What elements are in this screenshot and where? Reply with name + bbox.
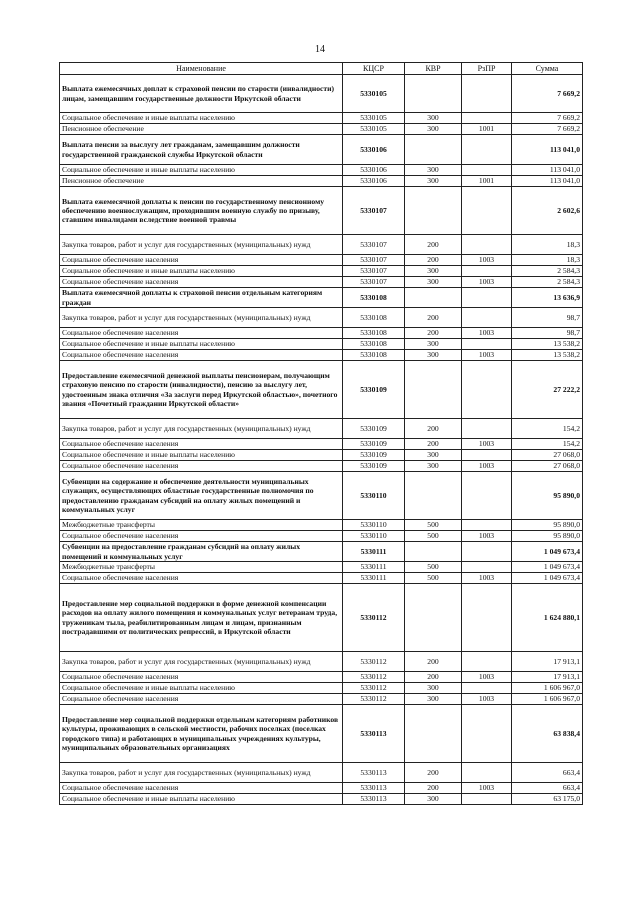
cell-rzpr xyxy=(462,794,512,805)
table-row xyxy=(60,652,583,672)
cell-kvr: 200 xyxy=(405,328,462,339)
cell-sum: 27 068,0 xyxy=(512,461,583,472)
cell-kcsr: 5330106 xyxy=(343,176,405,187)
cell-rzpr xyxy=(462,584,512,652)
cell-name: Закупка товаров, работ и услуг для государственных (муниципальных) нужд xyxy=(60,763,343,783)
table-row xyxy=(60,683,583,694)
cell-rzpr xyxy=(462,450,512,461)
cell-rzpr xyxy=(462,113,512,124)
table-row xyxy=(60,520,583,531)
cell-kcsr: 5330107 xyxy=(343,235,405,255)
cell-rzpr xyxy=(462,683,512,694)
cell-sum: 2 584,3 xyxy=(512,277,583,288)
cell-name: Предоставление ежемесячной денежной выплаты пенсионерам, получающим страховую пенсию по старости (инвалидности), пенсию за выслугу лет, удостоенным знака отличия «За заслуги перед Иркутской областью», почетного звания «Почетный гражданин Иркутской области» xyxy=(60,361,343,419)
cell-sum: 95 890,0 xyxy=(512,520,583,531)
cell-name: Закупка товаров, работ и услуг для государственных (муниципальных) нужд xyxy=(60,652,343,672)
cell-kvr xyxy=(405,361,462,419)
cell-sum: 18,3 xyxy=(512,235,583,255)
cell-rzpr xyxy=(462,472,512,520)
cell-kvr: 200 xyxy=(405,255,462,266)
cell-name: Социальное обеспечение и иные выплаты населению xyxy=(60,683,343,694)
cell-kvr xyxy=(405,75,462,113)
cell-kcsr: 5330112 xyxy=(343,672,405,683)
cell-name: Предоставление мер социальной поддержки отдельным категориям работников культуры, проживающих в сельской местности, рабочих поселках (поселках городского типа) и работающих в муниципальных учреждениях культуры, муниципальных образовательных организациях xyxy=(60,705,343,763)
cell-sum: 95 890,0 xyxy=(512,531,583,542)
cell-sum: 18,3 xyxy=(512,255,583,266)
table-row xyxy=(60,783,583,794)
cell-kcsr: 5330109 xyxy=(343,361,405,419)
cell-kvr: 300 xyxy=(405,124,462,135)
cell-name: Социальное обеспечение и иные выплаты населению xyxy=(60,794,343,805)
cell-sum: 63 838,4 xyxy=(512,705,583,763)
cell-sum: 2 584,3 xyxy=(512,266,583,277)
cell-kcsr: 5330105 xyxy=(343,124,405,135)
cell-kvr: 300 xyxy=(405,683,462,694)
cell-kcsr: 5330107 xyxy=(343,277,405,288)
table-header-row xyxy=(60,63,583,75)
table-row xyxy=(60,450,583,461)
cell-kcsr: 5330113 xyxy=(343,705,405,763)
cell-rzpr: 1003 xyxy=(462,573,512,584)
cell-rzpr: 1003 xyxy=(462,461,512,472)
cell-rzpr: 1003 xyxy=(462,672,512,683)
cell-kcsr: 5330110 xyxy=(343,531,405,542)
cell-kcsr: 5330108 xyxy=(343,328,405,339)
table-row xyxy=(60,672,583,683)
table-row xyxy=(60,266,583,277)
cell-rzpr: 1003 xyxy=(462,277,512,288)
cell-rzpr xyxy=(462,705,512,763)
table-row xyxy=(60,694,583,705)
cell-sum: 7 669,2 xyxy=(512,75,583,113)
cell-sum: 113 041,0 xyxy=(512,135,583,165)
cell-name: Социальное обеспечение населения xyxy=(60,672,343,683)
cell-kcsr: 5330110 xyxy=(343,472,405,520)
cell-kcsr: 5330111 xyxy=(343,542,405,562)
cell-sum: 113 041,0 xyxy=(512,165,583,176)
table-row xyxy=(60,339,583,350)
cell-name: Социальное обеспечение населения xyxy=(60,783,343,794)
table-row xyxy=(60,277,583,288)
cell-kvr: 200 xyxy=(405,763,462,783)
cell-name: Закупка товаров, работ и услуг для государственных (муниципальных) нужд xyxy=(60,235,343,255)
cell-sum: 1 606 967,0 xyxy=(512,694,583,705)
cell-kcsr: 5330109 xyxy=(343,439,405,450)
header-kcsr: КЦСР xyxy=(343,63,405,75)
cell-name: Социальное обеспечение и иные выплаты населению xyxy=(60,113,343,124)
cell-rzpr: 1001 xyxy=(462,176,512,187)
table-row xyxy=(60,176,583,187)
cell-name: Выплата ежемесячной доплаты к страховой пенсии отдельным категориям граждан xyxy=(60,288,343,308)
cell-kvr: 200 xyxy=(405,439,462,450)
cell-sum: 7 669,2 xyxy=(512,124,583,135)
cell-name: Выплата ежемесячной доплаты к пенсии по государственному пенсионному обеспечению военнослужащим, проходившим военную службу по призыву, ставшим инвалидами вследствие военной травмы xyxy=(60,187,343,235)
cell-rzpr xyxy=(462,187,512,235)
cell-sum: 663,4 xyxy=(512,783,583,794)
table-row xyxy=(60,135,583,165)
cell-kcsr: 5330107 xyxy=(343,255,405,266)
cell-kcsr: 5330108 xyxy=(343,308,405,328)
cell-rzpr xyxy=(462,361,512,419)
table-row xyxy=(60,705,583,763)
cell-name: Предоставление мер социальной поддержки в форме денежной компенсации расходов на оплату жилого помещения и коммунальных услуг ветеранам труда, труженикам тыла, реабилитированным лицам и лицам, признанным пострадавшими от политических репрессий, в Иркутской области xyxy=(60,584,343,652)
cell-sum: 98,7 xyxy=(512,308,583,328)
cell-sum: 154,2 xyxy=(512,419,583,439)
cell-sum: 7 669,2 xyxy=(512,113,583,124)
cell-sum: 663,4 xyxy=(512,763,583,783)
cell-sum: 1 049 673,4 xyxy=(512,542,583,562)
cell-kcsr: 5330110 xyxy=(343,520,405,531)
table-row xyxy=(60,75,583,113)
cell-name: Социальное обеспечение населения xyxy=(60,694,343,705)
cell-kvr: 300 xyxy=(405,694,462,705)
cell-kvr: 300 xyxy=(405,450,462,461)
cell-sum: 1 606 967,0 xyxy=(512,683,583,694)
cell-kvr xyxy=(405,542,462,562)
cell-sum: 17 913,1 xyxy=(512,652,583,672)
cell-kcsr: 5330108 xyxy=(343,350,405,361)
table-row xyxy=(60,794,583,805)
table-row xyxy=(60,288,583,308)
cell-kvr: 200 xyxy=(405,672,462,683)
cell-sum: 13 538,2 xyxy=(512,350,583,361)
cell-rzpr: 1003 xyxy=(462,328,512,339)
cell-name: Социальное обеспечение населения xyxy=(60,573,343,584)
cell-name: Социальное обеспечение и иные выплаты населению xyxy=(60,266,343,277)
cell-rzpr xyxy=(462,419,512,439)
header-rzpr: РзПР xyxy=(462,63,512,75)
cell-sum: 1 049 673,4 xyxy=(512,573,583,584)
table-row xyxy=(60,584,583,652)
cell-rzpr: 1003 xyxy=(462,439,512,450)
cell-kvr: 300 xyxy=(405,461,462,472)
cell-name: Социальное обеспечение населения xyxy=(60,328,343,339)
cell-rzpr xyxy=(462,75,512,113)
cell-kvr xyxy=(405,472,462,520)
cell-sum: 2 602,6 xyxy=(512,187,583,235)
cell-name: Выплата пенсии за выслугу лет гражданам, замещавшим должности государственной гражданской службы Иркутской области xyxy=(60,135,343,165)
cell-rzpr xyxy=(462,266,512,277)
table-row xyxy=(60,562,583,573)
cell-kvr: 300 xyxy=(405,165,462,176)
cell-rzpr xyxy=(462,288,512,308)
page-number: 14 xyxy=(315,44,325,55)
cell-kcsr: 5330113 xyxy=(343,783,405,794)
table-row xyxy=(60,461,583,472)
cell-kcsr: 5330112 xyxy=(343,652,405,672)
cell-rzpr: 1003 xyxy=(462,694,512,705)
cell-name: Социальное обеспечение населения xyxy=(60,461,343,472)
cell-sum: 13 636,9 xyxy=(512,288,583,308)
cell-kvr xyxy=(405,288,462,308)
cell-name: Социальное обеспечение населения xyxy=(60,255,343,266)
table-row xyxy=(60,308,583,328)
cell-kvr: 200 xyxy=(405,308,462,328)
cell-sum: 1 624 880,1 xyxy=(512,584,583,652)
table-row xyxy=(60,124,583,135)
cell-kcsr: 5330109 xyxy=(343,450,405,461)
cell-rzpr xyxy=(462,135,512,165)
cell-name: Социальное обеспечение населения xyxy=(60,531,343,542)
header-name: Наименование xyxy=(60,63,343,75)
cell-kvr: 300 xyxy=(405,277,462,288)
cell-kcsr: 5330105 xyxy=(343,75,405,113)
cell-rzpr xyxy=(462,308,512,328)
cell-rzpr: 1001 xyxy=(462,124,512,135)
table-row xyxy=(60,187,583,235)
cell-name: Пенсионное обеспечение xyxy=(60,124,343,135)
cell-kcsr: 5330108 xyxy=(343,339,405,350)
cell-kvr xyxy=(405,584,462,652)
cell-name: Социальное обеспечение населения xyxy=(60,277,343,288)
cell-kcsr: 5330107 xyxy=(343,187,405,235)
cell-sum: 17 913,1 xyxy=(512,672,583,683)
cell-kvr xyxy=(405,187,462,235)
cell-sum: 113 041,0 xyxy=(512,176,583,187)
table-body xyxy=(60,75,583,805)
cell-rzpr: 1003 xyxy=(462,783,512,794)
cell-kcsr: 5330112 xyxy=(343,683,405,694)
cell-name: Социальное обеспечение и иные выплаты населению xyxy=(60,339,343,350)
table-row xyxy=(60,419,583,439)
cell-rzpr xyxy=(462,652,512,672)
cell-kcsr: 5330109 xyxy=(343,461,405,472)
cell-rzpr: 1003 xyxy=(462,255,512,266)
cell-rzpr xyxy=(462,763,512,783)
header-sum: Сумма xyxy=(512,63,583,75)
cell-sum: 13 538,2 xyxy=(512,339,583,350)
cell-kvr: 200 xyxy=(405,235,462,255)
cell-kcsr: 5330109 xyxy=(343,419,405,439)
cell-sum: 95 890,0 xyxy=(512,472,583,520)
cell-kcsr: 5330105 xyxy=(343,113,405,124)
cell-kvr: 500 xyxy=(405,562,462,573)
cell-sum: 27 068,0 xyxy=(512,450,583,461)
cell-name: Субвенции на содержание и обеспечение деятельности муниципальных служащих, осуществляющих областные государственные полномочия по предоставлению гражданам субсидий на оплату жилых помещений и коммунальных услуг xyxy=(60,472,343,520)
cell-rzpr xyxy=(462,235,512,255)
cell-kvr: 200 xyxy=(405,652,462,672)
cell-kvr: 300 xyxy=(405,113,462,124)
cell-kvr: 500 xyxy=(405,573,462,584)
cell-name: Межбюджетные трансферты xyxy=(60,520,343,531)
table-row xyxy=(60,350,583,361)
cell-kvr: 300 xyxy=(405,176,462,187)
cell-sum: 63 175,0 xyxy=(512,794,583,805)
cell-kcsr: 5330108 xyxy=(343,288,405,308)
table-row xyxy=(60,439,583,450)
cell-kcsr: 5330106 xyxy=(343,165,405,176)
table-row xyxy=(60,113,583,124)
table-row xyxy=(60,472,583,520)
table-row xyxy=(60,255,583,266)
cell-kcsr: 5330106 xyxy=(343,135,405,165)
table-row xyxy=(60,361,583,419)
cell-kvr xyxy=(405,135,462,165)
table-row xyxy=(60,328,583,339)
cell-kcsr: 5330113 xyxy=(343,763,405,783)
table-row xyxy=(60,542,583,562)
cell-name: Субвенции на предоставление гражданам субсидий на оплату жилых помещений и коммунальных услуг xyxy=(60,542,343,562)
cell-name: Социальное обеспечение населения xyxy=(60,350,343,361)
cell-rzpr: 1003 xyxy=(462,350,512,361)
table-row xyxy=(60,235,583,255)
cell-rzpr xyxy=(462,520,512,531)
cell-kvr: 300 xyxy=(405,794,462,805)
table-row xyxy=(60,165,583,176)
cell-name: Закупка товаров, работ и услуг для государственных (муниципальных) нужд xyxy=(60,419,343,439)
cell-name: Социальное обеспечение и иные выплаты населению xyxy=(60,165,343,176)
cell-kvr: 500 xyxy=(405,531,462,542)
cell-kvr: 300 xyxy=(405,266,462,277)
cell-sum: 98,7 xyxy=(512,328,583,339)
cell-kvr: 300 xyxy=(405,339,462,350)
cell-kcsr: 5330112 xyxy=(343,584,405,652)
cell-name: Пенсионное обеспечение xyxy=(60,176,343,187)
cell-kcsr: 5330107 xyxy=(343,266,405,277)
cell-kvr: 200 xyxy=(405,783,462,794)
cell-kvr: 200 xyxy=(405,419,462,439)
cell-kvr xyxy=(405,705,462,763)
cell-name: Социальное обеспечение населения xyxy=(60,439,343,450)
cell-sum: 27 222,2 xyxy=(512,361,583,419)
cell-rzpr xyxy=(462,165,512,176)
cell-rzpr xyxy=(462,542,512,562)
table-row xyxy=(60,573,583,584)
cell-rzpr: 1003 xyxy=(462,531,512,542)
cell-kvr: 500 xyxy=(405,520,462,531)
cell-kvr: 300 xyxy=(405,350,462,361)
cell-kcsr: 5330113 xyxy=(343,794,405,805)
header-kvr: КВР xyxy=(405,63,462,75)
cell-sum: 154,2 xyxy=(512,439,583,450)
cell-name: Социальное обеспечение и иные выплаты населению xyxy=(60,450,343,461)
cell-name: Закупка товаров, работ и услуг для государственных (муниципальных) нужд xyxy=(60,308,343,328)
cell-rzpr xyxy=(462,339,512,350)
cell-rzpr xyxy=(462,562,512,573)
cell-kcsr: 5330111 xyxy=(343,562,405,573)
cell-kcsr: 5330111 xyxy=(343,573,405,584)
cell-kcsr: 5330112 xyxy=(343,694,405,705)
table-row xyxy=(60,763,583,783)
cell-name: Межбюджетные трансферты xyxy=(60,562,343,573)
cell-sum: 1 049 673,4 xyxy=(512,562,583,573)
cell-name: Выплата ежемесячных доплат к страховой пенсии по старости (инвалидности) лицам, замещавшим государственные должности Иркутской области xyxy=(60,75,343,113)
table-row xyxy=(60,531,583,542)
budget-table xyxy=(59,62,583,805)
